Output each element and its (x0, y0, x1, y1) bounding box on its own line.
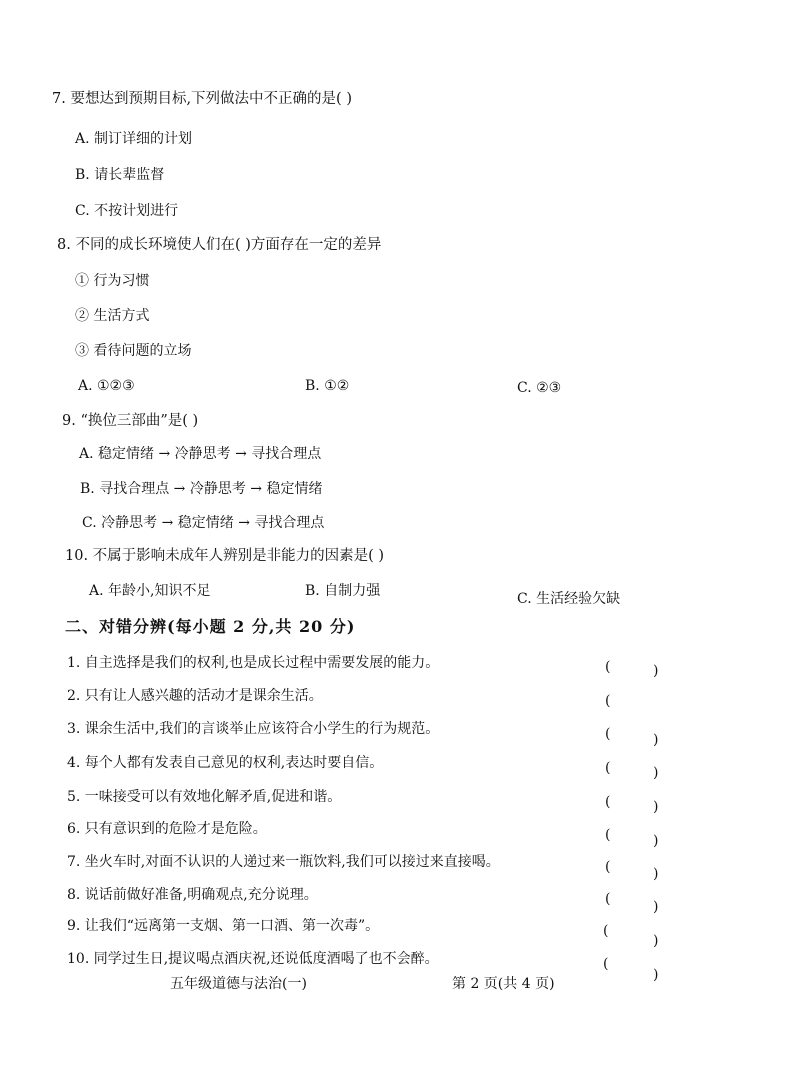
judge-item-8-paren-right: ) (653, 899, 659, 915)
judge-item-6-paren-left: ( (605, 827, 611, 843)
question-9-stem: 9. “换位三部曲”是( ) (62, 413, 199, 429)
judge-item-10-paren-right: ) (653, 967, 659, 983)
judge-item-1: 1. 自主选择是我们的权利,也是成长过程中需要发展的能力。 (67, 655, 440, 671)
judge-item-7-paren-right: ) (653, 866, 659, 882)
judge-item-5-paren-right: ) (653, 799, 659, 815)
judge-item-3-paren-right: ) (653, 732, 659, 748)
section-2-title: 二、对错分辨(每小题 2 分,共 20 分) (65, 617, 356, 636)
question-10-option-c: C. 生活经验欠缺 (517, 591, 621, 607)
judge-item-2-paren-left: ( (605, 693, 611, 709)
question-8-stem: 8. 不同的成长环境使人们在( )方面存在一定的差异 (57, 237, 382, 253)
judge-item-6: 6. 只有意识到的危险才是危险。 (67, 821, 267, 837)
judge-item-8: 8. 说话前做好准备,明确观点,充分说理。 (67, 887, 318, 903)
judge-item-4-paren-left: ( (605, 760, 611, 776)
question-8-option-c: C. ②③ (517, 380, 562, 396)
judge-item-9: 9. 让我们“远离第一支烟、第一口酒、第一次毒”。 (67, 918, 380, 934)
judge-item-8-paren-left: ( (605, 891, 611, 907)
judge-item-2: 2. 只有让人感兴趣的活动才是课余生活。 (67, 688, 323, 704)
judge-item-1-paren-right: ) (653, 663, 659, 679)
question-7-option-a: A. 制订详细的计划 (75, 131, 193, 147)
judge-item-10-paren-left: ( (603, 956, 609, 972)
question-8-option-a: A. ①②③ (78, 378, 135, 394)
question-7-stem: 7. 要想达到预期目标,下列做法中不正确的是( ) (52, 91, 352, 107)
question-9-option-a: A. 稳定情绪 → 冷静思考 → 寻找合理点 (79, 446, 322, 462)
question-7-option-b: B. 请长辈监督 (75, 167, 165, 183)
judge-item-3: 3. 课余生活中,我们的言谈举止应该符合小学生的行为规范。 (67, 721, 440, 737)
question-10-stem: 10. 不属于影响未成年人辨别是非能力的因素是( ) (65, 548, 385, 564)
judge-item-10: 10. 同学过生日,提议喝点酒庆祝,还说低度酒喝了也不会醉。 (67, 951, 439, 967)
judge-item-9-paren-left: ( (603, 923, 609, 939)
footer-page-number: 第 2 页(共 4 页) (452, 976, 555, 992)
question-7-option-c: C. 不按计划进行 (75, 203, 179, 219)
judge-item-3-paren-left: ( (605, 726, 611, 742)
judge-item-7-paren-left: ( (605, 859, 611, 875)
judge-item-4-paren-right: ) (653, 765, 659, 781)
judge-item-9-paren-right: ) (653, 933, 659, 949)
question-8-item-2: ② 生活方式 (75, 308, 150, 324)
judge-item-1-paren-left: ( (605, 659, 611, 675)
question-8-option-b: B. ①② (305, 378, 350, 394)
judge-item-5-paren-left: ( (605, 794, 611, 810)
judge-item-4: 4. 每个人都有发表自己意见的权利,表达时要自信。 (67, 755, 384, 771)
question-8-item-1: ① 行为习惯 (75, 273, 150, 289)
question-10-option-a: A. 年龄小,知识不足 (89, 583, 211, 599)
judge-item-6-paren-right: ) (653, 833, 659, 849)
question-10-option-b: B. 自制力强 (305, 583, 381, 599)
question-9-option-b: B. 寻找合理点 → 冷静思考 → 稳定情绪 (80, 481, 323, 497)
footer-subject: 五年级道德与法治(一) (170, 976, 307, 992)
judge-item-7: 7. 坐火车时,对面不认识的人递过来一瓶饮料,我们可以接过来直接喝。 (67, 854, 500, 870)
question-9-option-c: C. 冷静思考 → 稳定情绪 → 寻找合理点 (82, 515, 325, 531)
question-8-item-3: ③ 看待问题的立场 (75, 343, 192, 359)
judge-item-5: 5. 一味接受可以有效地化解矛盾,促进和谐。 (67, 789, 342, 805)
